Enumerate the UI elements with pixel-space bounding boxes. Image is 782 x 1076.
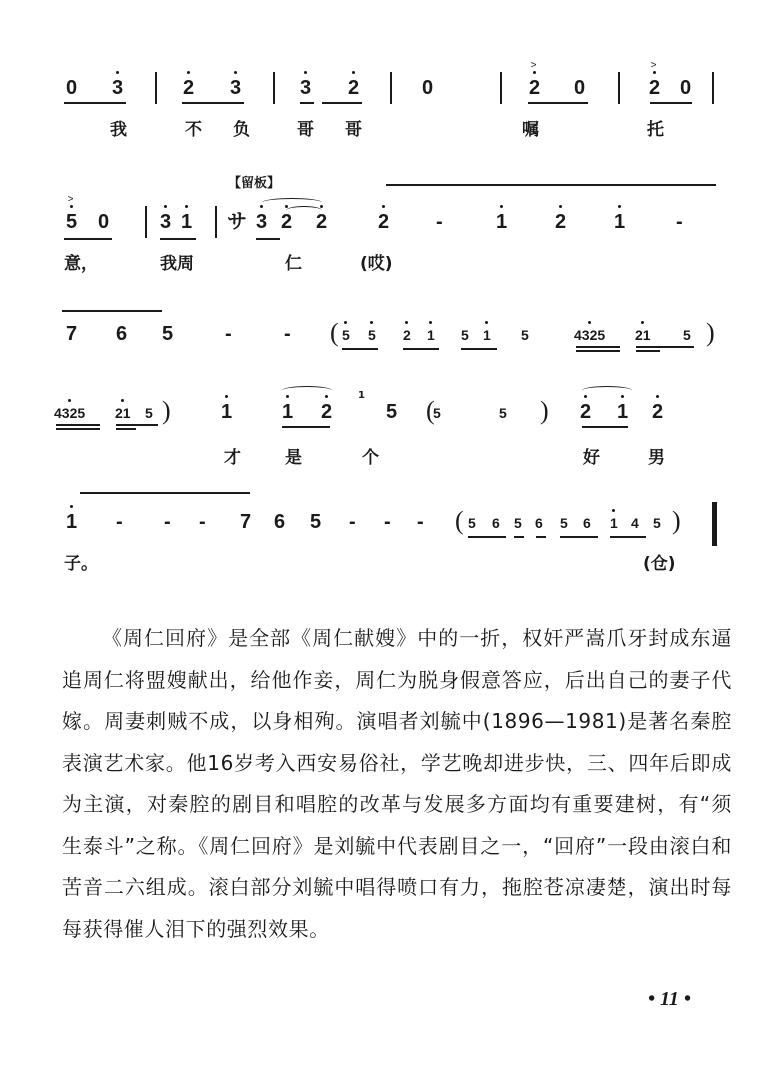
- octave-dot-icon: [656, 395, 659, 398]
- note-0: 0: [574, 77, 586, 99]
- octave-dot-icon: [352, 71, 355, 74]
- note-3: 3: [256, 212, 267, 232]
- note-dash: -: [384, 511, 391, 533]
- lyric-syllable: 我周: [160, 254, 194, 274]
- octave-dot-icon: [653, 71, 656, 74]
- commentary-paragraph: 《周仁回府》是全部《周仁献嫂》中的一折，权奸严嵩爪牙封成东逼追周仁将盟嫂献出，给他作妾，周仁为脱身假意答应，后出自己的妻子代嫁。周妻刺贼不成，以身相殉。演唱者刘毓中(1896—1981)是著名秦腔表演艺术家。他16岁考入西安易俗社，学艺晚却进步快，三、四年后即成为主演，对秦腔的剧目和唱腔的改革与发展多方面均有重要建树，有“须生泰斗”之称。《周仁回府》是刘毓中代表剧目之一，“回府”一段由滚白和苦音二六组成。滚白部分刘毓中唱得喷口有力，拖腔苍凉凄楚，演出时每每获得催人泪下的强烈效果。: [62, 626, 732, 941]
- octave-dot-icon: [500, 205, 503, 208]
- note-2: 2: [183, 78, 194, 98]
- beam-line: [322, 102, 362, 104]
- note-21: 21: [635, 328, 651, 342]
- paren-close: ): [540, 396, 549, 425]
- beam-line: [282, 426, 330, 428]
- paren-close: ): [706, 318, 715, 347]
- note-5: 5: [145, 405, 153, 421]
- note-1: 1: [282, 402, 293, 422]
- notation-system-5: [0, 506, 782, 582]
- barline: [145, 206, 147, 238]
- octave-dot-icon: [286, 395, 289, 398]
- note-6: 6: [116, 323, 128, 345]
- note-5: 5 >: [66, 194, 78, 233]
- lyric-syllable: (哎): [360, 254, 393, 274]
- beam-line: [528, 102, 588, 104]
- note-1: 1: [610, 516, 618, 530]
- note-5: 5: [499, 405, 507, 421]
- lyric-syllable: 负: [233, 120, 250, 140]
- lyric-syllable: 仁: [285, 254, 302, 274]
- note-2: 2: [555, 212, 566, 232]
- barline: [273, 72, 275, 104]
- lyric-syllable: 意，: [64, 254, 98, 274]
- beam-line: [650, 102, 692, 104]
- note-3: 3: [230, 78, 241, 98]
- note-0: 0: [680, 77, 692, 99]
- note-2: 2: [403, 328, 411, 342]
- note-dash: -: [164, 511, 171, 533]
- octave-dot-icon: [533, 71, 536, 74]
- barline: [500, 72, 502, 104]
- octave-dot-icon: [185, 205, 188, 208]
- accent-mark-icon: >: [67, 194, 74, 205]
- note-dash: -: [225, 323, 232, 345]
- octave-dot-icon: [70, 505, 73, 508]
- note-5: 5: [683, 327, 691, 343]
- notation-system-1: [0, 60, 782, 158]
- octave-dot-icon: [612, 509, 615, 512]
- note-6: 6: [492, 515, 500, 531]
- note-1: 1: [617, 402, 628, 422]
- lyric-syllable: 个: [362, 448, 379, 468]
- lyric-syllable: 子。: [64, 554, 98, 574]
- final-barline: [712, 502, 717, 546]
- slur-arc: [286, 206, 322, 215]
- page-number: • 11 •: [648, 988, 691, 1010]
- note-2: 2 >: [649, 60, 661, 99]
- octave-dot-icon: [588, 321, 591, 324]
- octave-dot-icon: [225, 395, 228, 398]
- paren-close: ): [162, 396, 171, 425]
- octave-dot-icon: [485, 321, 488, 324]
- note-2: 2: [348, 78, 359, 98]
- octave-dot-icon: [116, 71, 119, 74]
- octave-dot-icon: [344, 321, 347, 324]
- note-5: 5: [521, 327, 529, 343]
- note-dash: -: [116, 511, 123, 533]
- beam-line: [256, 238, 280, 240]
- lyric-syllable: 我: [110, 120, 127, 140]
- note-2: 2: [316, 212, 327, 232]
- beam-line: [582, 426, 628, 428]
- lyric-syllable: 哥: [345, 120, 362, 140]
- barline: [215, 206, 217, 238]
- accent-mark-icon: >: [650, 60, 657, 71]
- note-5: 5: [560, 515, 568, 531]
- octave-dot-icon: [70, 205, 73, 208]
- beam-line: [536, 536, 546, 538]
- beam-line: [636, 350, 660, 352]
- extension-line: [80, 492, 250, 494]
- note-2: 2: [652, 402, 663, 422]
- note-1: 1: [181, 212, 192, 232]
- note-3: 3: [160, 212, 171, 232]
- beam-line: [116, 424, 158, 426]
- note-5: 5: [162, 323, 174, 345]
- beam-line: [576, 346, 620, 348]
- octave-dot-icon: [405, 321, 408, 324]
- note-5: 5: [514, 515, 522, 531]
- note-1: 1: [66, 512, 77, 532]
- note-2: 2: [321, 402, 332, 422]
- octave-dot-icon: [370, 321, 373, 324]
- note-5: 5: [461, 327, 469, 343]
- note-1: 1: [496, 212, 507, 232]
- barline: [390, 72, 392, 104]
- barline: [712, 72, 714, 104]
- octave-dot-icon: [559, 205, 562, 208]
- note-6: 6: [274, 511, 286, 533]
- note-4325: 4325: [54, 406, 85, 420]
- octave-dot-icon: [234, 71, 237, 74]
- barline: [155, 72, 157, 104]
- octave-dot-icon: [618, 205, 621, 208]
- note-2: 2: [378, 212, 389, 232]
- note-2: 2 >: [529, 60, 541, 99]
- octave-dot-icon: [121, 399, 124, 402]
- paren-open: (: [426, 396, 435, 425]
- note-3: 3: [300, 78, 311, 98]
- note-0: 0: [422, 77, 434, 99]
- octave-dot-icon: [164, 205, 167, 208]
- note-dash: -: [199, 511, 206, 533]
- note-5: 5: [368, 328, 376, 342]
- extension-line: [62, 310, 162, 312]
- note-dash: -: [676, 211, 683, 233]
- beam-line: [610, 536, 646, 538]
- barline: [618, 72, 620, 104]
- beam-line: [514, 536, 524, 538]
- octave-dot-icon: [304, 71, 307, 74]
- octave-dot-icon: [621, 395, 624, 398]
- octave-dot-icon: [429, 321, 432, 324]
- note-1: 1: [427, 328, 435, 342]
- octave-dot-icon: [641, 321, 644, 324]
- note-2: 2: [580, 402, 591, 422]
- beam-line: [64, 238, 112, 240]
- note-4325: 4325: [574, 328, 605, 342]
- note-2: 2: [281, 212, 292, 232]
- lyric-syllable: (仓): [643, 554, 676, 574]
- accent-mark-icon: >: [530, 60, 537, 71]
- note-1: 1: [483, 328, 491, 342]
- paren-open: (: [455, 506, 464, 535]
- lyric-syllable: 好: [583, 448, 600, 468]
- beam-line: [576, 350, 620, 352]
- octave-dot-icon: [325, 395, 328, 398]
- note-1: 1: [614, 212, 625, 232]
- note-dash: -: [417, 511, 424, 533]
- beam-line: [160, 238, 196, 240]
- lyric-syllable: 托: [647, 120, 664, 140]
- tempo-label: 【留板】: [228, 176, 281, 191]
- note-dash: -: [349, 511, 356, 533]
- beam-line: [64, 102, 126, 104]
- note-5: 5: [468, 515, 476, 531]
- lyric-syllable: 哥: [297, 120, 314, 140]
- beam-line: [403, 348, 439, 350]
- paren-close: ): [672, 506, 681, 535]
- grace-note: 1: [358, 390, 365, 401]
- beam-line: [636, 346, 694, 348]
- beam-line: [468, 536, 506, 538]
- note-dash: -: [284, 323, 291, 345]
- lyric-syllable: 才: [224, 448, 241, 468]
- note-6: 6: [535, 515, 543, 531]
- note-5: 5: [342, 328, 350, 342]
- note-7: 7: [66, 323, 78, 345]
- notation-system-4: [0, 390, 782, 482]
- beam-line: [56, 424, 100, 426]
- octave-dot-icon: [382, 205, 385, 208]
- lyric-syllable: 不: [185, 120, 202, 140]
- notation-system-3: [0, 318, 782, 364]
- note-21: 21: [115, 406, 131, 420]
- octave-dot-icon: [68, 399, 71, 402]
- note-1: 1: [221, 402, 232, 422]
- note-0: 0: [98, 211, 110, 233]
- lyric-syllable: 是: [285, 448, 302, 468]
- note-サ: サ: [227, 211, 247, 233]
- octave-dot-icon: [584, 395, 587, 398]
- note-5: 5: [653, 515, 661, 531]
- beam-line: [560, 536, 598, 538]
- beam-line: [116, 428, 136, 430]
- beam-line: [182, 102, 244, 104]
- note-0: 0: [66, 77, 78, 99]
- beam-line: [300, 102, 314, 104]
- notation-system-2: [0, 176, 782, 282]
- paren-open: (: [330, 318, 339, 347]
- beam-line: [461, 348, 497, 350]
- note-5: 5: [310, 511, 322, 533]
- note-6: 6: [583, 515, 591, 531]
- lyric-syllable: 男: [648, 448, 665, 468]
- octave-dot-icon: [187, 71, 190, 74]
- note-7: 7: [240, 511, 252, 533]
- slur-arc: [582, 386, 632, 395]
- slur-arc: [282, 386, 332, 395]
- note-5: 5: [433, 405, 441, 421]
- lyric-syllable: 嘱: [522, 120, 539, 140]
- beam-line: [342, 348, 378, 350]
- note-4: 4: [631, 515, 639, 531]
- note-5: 5: [386, 401, 398, 423]
- note-dash: -: [436, 211, 443, 233]
- beam-line: [56, 428, 100, 430]
- extension-line: [386, 184, 716, 186]
- note-3: 3: [112, 78, 123, 98]
